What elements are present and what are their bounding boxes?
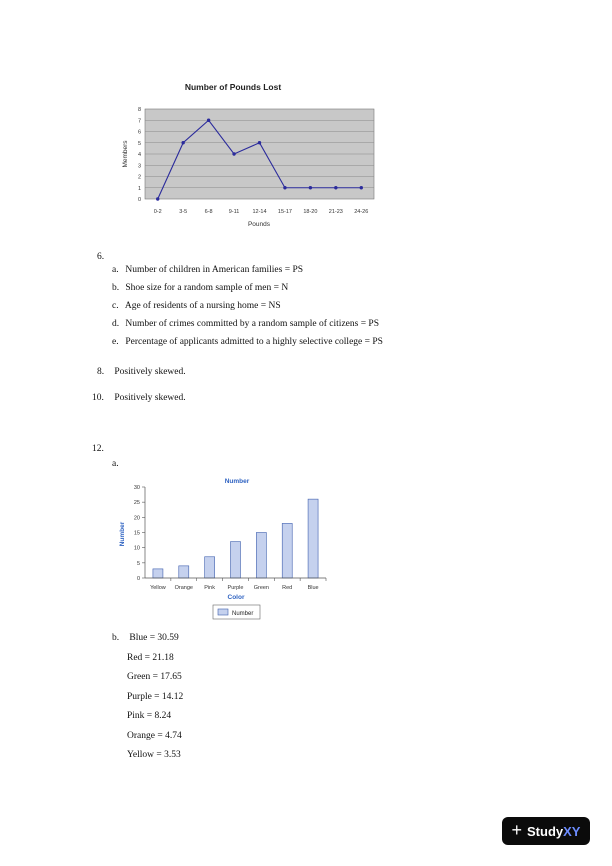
q6-item-text: Number of children in American families = PS: [125, 265, 304, 275]
chart1-ytick-label: 6: [137, 129, 141, 136]
chart2-bar: [153, 569, 163, 578]
chart1-xtick-label: 0-2: [153, 209, 162, 215]
q6-item-d: [112, 319, 379, 329]
q12-b-item: Purple = 14.12: [127, 692, 184, 702]
chart1-data-point: [232, 152, 235, 155]
q6-item-b: [112, 283, 288, 293]
chart2-bar: [308, 499, 318, 578]
chart1-data-point: [283, 186, 286, 189]
chart2-ytick-label: 10: [133, 545, 140, 552]
chart1-xtick-label: 18-20: [303, 209, 318, 215]
chart1-data-point: [334, 186, 337, 189]
q8: [97, 367, 186, 377]
brand-name: [527, 824, 580, 839]
chart1-data-point: [207, 119, 210, 122]
chart2-bar: [256, 533, 266, 579]
chart2-ytick-label: 15: [133, 530, 140, 537]
chart1-data-point: [309, 186, 312, 189]
q8-text: Positively skewed.: [114, 367, 186, 377]
chart1-ytick-label: 0: [137, 197, 141, 203]
chart1-xlabel: Pounds: [247, 221, 271, 228]
q6-item-label: e.: [112, 337, 119, 347]
chart2-legend-label: Number: [232, 611, 254, 617]
q10: [92, 393, 186, 403]
q12-b-item: Orange = 4.74: [127, 731, 182, 741]
chart2-xtick-label: Yellow: [150, 585, 166, 591]
q12-part-a-label: a.: [112, 459, 119, 469]
studyxy-logo-badge[interactable]: [502, 817, 590, 845]
chart2-ytick-label: 5: [136, 560, 140, 567]
q12-number: 12.: [92, 444, 104, 454]
brand-prefix: Study: [527, 823, 564, 839]
chart2-bar: [231, 542, 241, 578]
chart2-ytick-label: 0: [136, 576, 140, 582]
chart2-bar: [179, 566, 189, 578]
q10-number: 10.: [92, 393, 104, 403]
chart2-ylabel: Number: [119, 521, 126, 547]
chart1-xtick-label: 21-23: [328, 209, 343, 215]
plus-icon: +: [511, 820, 523, 840]
chart1-ytick-label: 2: [137, 174, 141, 181]
chart2-ytick-label: 30: [133, 485, 140, 491]
chart1-xtick-label: 9-11: [228, 209, 240, 215]
chart1-ylabel: Members: [122, 140, 129, 168]
q12-b-item: Yellow = 3.53: [127, 750, 181, 760]
q6-item-text: Age of residents of a nursing home = NS: [124, 301, 281, 311]
chart1-data-point: [360, 186, 363, 189]
q12-b-item: Red = 21.18: [127, 653, 174, 663]
q6-item-text: Percentage of applicants admitted to a highly selective college = PS: [125, 337, 383, 347]
chart2-xtick-label: Blue: [307, 585, 319, 591]
pounds-lost-chart: [110, 75, 380, 235]
q6-item-label: b.: [112, 283, 120, 293]
q6-item-label: a.: [112, 265, 119, 275]
brand-suffix: XY: [563, 823, 581, 839]
chart2-legend: [213, 605, 260, 619]
chart2-xtick-label: Purple: [227, 585, 244, 591]
q6-item-a: [112, 265, 303, 275]
chart2-xtick-label: Green: [253, 585, 270, 591]
chart2-xtick-label: Red: [282, 585, 293, 591]
chart1-ytick-label: 1: [137, 185, 141, 192]
q6-item-label: c.: [112, 301, 119, 311]
chart2-xlabel: Color: [227, 594, 245, 601]
q6-item-text: Number of crimes committed by a random sample of citizens = PS: [125, 319, 379, 329]
q10-text: Positively skewed.: [114, 393, 186, 403]
chart2-ytick-label: 20: [133, 515, 140, 522]
chart1-xtick-label: 6-8: [204, 209, 213, 215]
chart1-ytick-label: 8: [137, 107, 141, 113]
chart2-bar: [282, 523, 292, 578]
chart1-ytick-label: 7: [137, 118, 141, 125]
q6-item-e: [112, 337, 383, 347]
q12-b-item: Pink = 8.24: [127, 711, 172, 721]
chart1-xtick-label: 12-14: [252, 209, 267, 215]
chart1-data-point: [258, 141, 261, 144]
q12-part-b-label: b.: [112, 633, 120, 643]
chart2-legend-swatch: [218, 609, 228, 615]
q12-part-b: [112, 633, 179, 643]
chart1-ytick-label: 3: [137, 163, 141, 170]
chart2-xtick-label: Pink: [204, 585, 215, 591]
q12-b-item: Blue = 30.59: [129, 633, 179, 643]
chart1-xtick-label: 24-26: [354, 209, 369, 215]
chart2-ytick-label: 25: [133, 500, 140, 507]
chart1-ytick-label: 5: [137, 140, 141, 147]
q6-item-text: Shoe size for a random sample of men = N: [125, 283, 289, 293]
chart1-xtick-label: 3-5: [179, 209, 188, 215]
q8-number: 8.: [97, 367, 105, 377]
chart1-data-point: [156, 197, 159, 200]
color-bar-chart: [112, 472, 337, 624]
chart1-title: Number of Pounds Lost: [184, 82, 282, 92]
chart1-data-point: [181, 141, 184, 144]
chart2-title: Number: [224, 478, 250, 485]
chart2-xtick-label: Orange: [174, 585, 193, 591]
q12-b-item: Green = 17.65: [127, 672, 182, 682]
chart1-xtick-label: 15-17: [277, 209, 292, 215]
q6-item-label: d.: [112, 319, 120, 329]
chart1-ytick-label: 4: [137, 152, 141, 158]
q6-item-c: [112, 301, 281, 311]
chart2-bar: [205, 557, 215, 578]
q6-number: 6.: [97, 252, 105, 262]
